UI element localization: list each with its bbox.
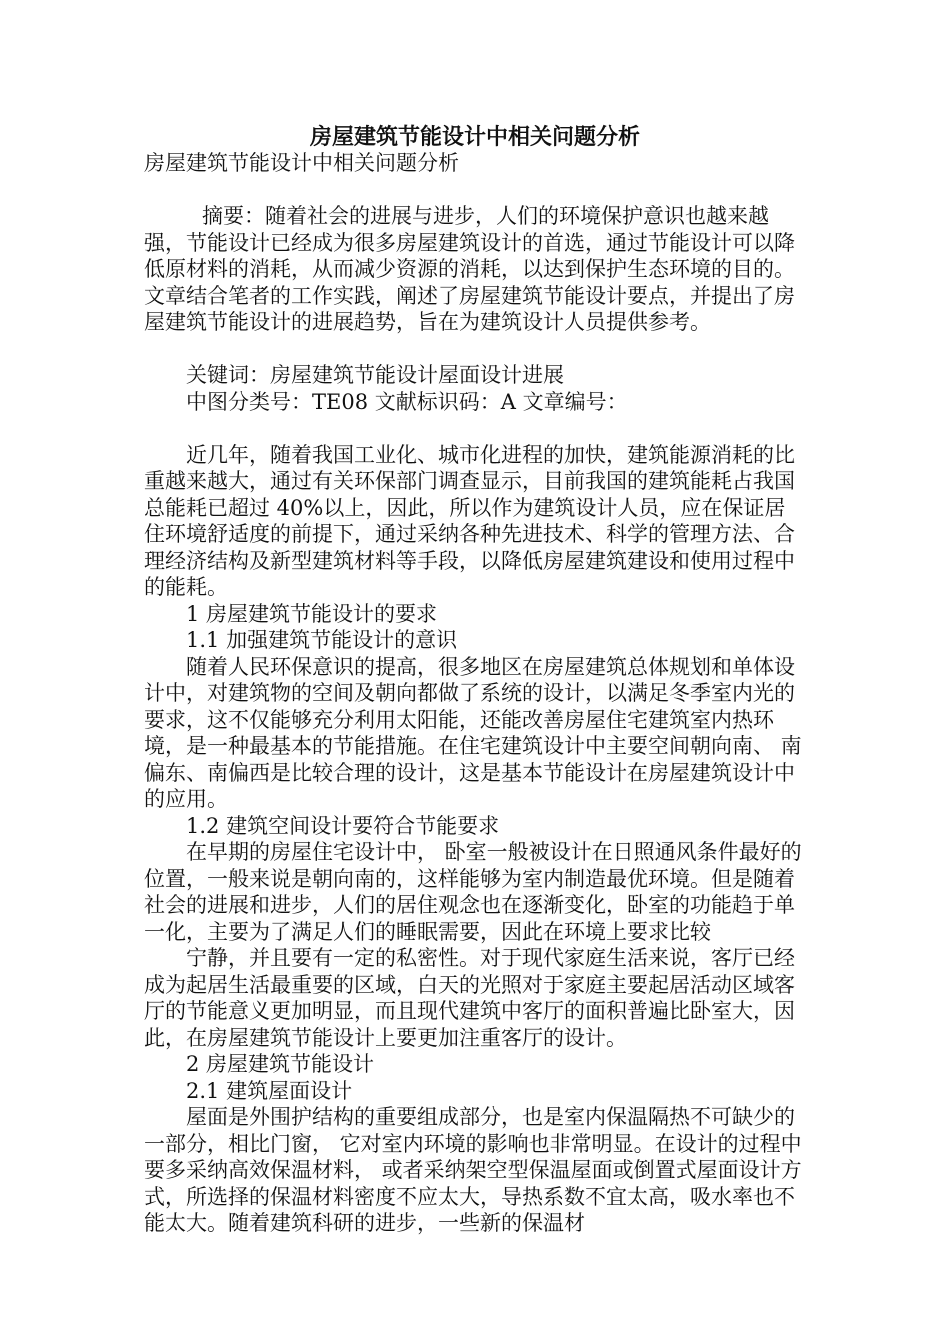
section-heading-2-1: 2.1 建筑屋面设计 xyxy=(186,1078,353,1103)
body-paragraph: 屋面是外围护结构的重要组成部分，也是室内保温隔热不可缺少的一部分，相比门窗， 它对室内环境的影响也非常明显。在设计的过程中要多采纳高效保温材料， 或者采纳架空型保温屋面或倒置式屋面设计方式，所选择的保温材料密度不应太大，导热系数不宜太高，吸水率也不能太大。随着建筑科研的进步，一些新的保温材 xyxy=(144,1105,802,1235)
section-heading-1-2: 1.2 建筑空间设计要符合节能要求 xyxy=(186,813,500,838)
classification-line: 中图分类号：TE08 文献标识码：A 文章编号： xyxy=(186,389,628,414)
blank-line xyxy=(144,415,806,442)
body-paragraph: 在早期的房屋住宅设计中， 卧室一般被设计在日照通风条件最好的位置，一般来说是朝向南的，这样能够为室内制造最优环境。但是随着社会的进展和进步，人们的居住观念也在逐渐变化，卧室的功能趋于单一化，主要为了满足人们的睡眠需要，因此在环境上要求比较 xyxy=(144,840,802,944)
document-body xyxy=(144,150,806,1237)
section-heading-1: 1 房屋建筑节能设计的要求 xyxy=(186,601,438,626)
body-paragraph: 随着人民环保意识的提高，很多地区在房屋建筑总体规划和单体设计中，对建筑物的空间及朝向都做了系统的设计，以满足冬季室内光的要求，这不仅能够充分利用太阳能，还能改善房屋住宅建筑室内热环境，是一种最基本的节能措施。在住宅建筑设计中主要空间朝向南、 南偏东、南偏西是比较合理的设计，这是基本节能设计在房屋建筑设计中的应用。 xyxy=(144,654,802,811)
blank-line xyxy=(144,336,806,363)
keywords-line: 关键词：房屋建筑节能设计屋面设计进展 xyxy=(186,363,564,387)
section-heading-1-1: 1.1 加强建筑节能设计的意识 xyxy=(186,628,458,652)
body-paragraph: 宁静，并且要有一定的私密性。对于现代家庭生活来说，客厅已经成为起居生活最重要的区域，白天的光照对于家庭主要起居活动区域客厅的节能意义更加明显，而且现代建筑中客厅的面积普遍比卧室大，因此，在房屋建筑节能设计上要更加注重客厅的设计。 xyxy=(144,946,795,1050)
document-title: 房屋建筑节能设计中相关问题分析 xyxy=(309,124,640,150)
intro-paragraph: 近几年，随着我国工业化、城市化进程的加快，建筑能源消耗的比重越来越大，通过有关环保部门调查显示，目前我国的建筑能耗占我国总能耗已超过 40%以上，因此，所以作为建筑设计人员，应在保证居住环境舒适度的前提下，通过采纳各种先进技术、科学的管理方法、合理经济结构及新型建筑材料等手段，以降低房屋建筑建设和使用过程中的能耗。 xyxy=(144,442,795,599)
abstract-paragraph: 摘要：随着社会的进展与进步，人们的环境保护意识也越来越强，节能设计已经成为很多房屋建筑设计的首选，通过节能设计可以降低原材料的消耗，从而减少资源的消耗，以达到保护生态环境的目的。文章结合笔者的工作实践，阐述了房屋建筑节能设计要点，并提出了房屋建筑节能设计的进展趋势，旨在为建筑设计人员提供参考。 xyxy=(144,204,795,334)
document-subtitle: 房屋建筑节能设计中相关问题分析 xyxy=(144,151,459,175)
section-heading-2: 2 房屋建筑节能设计 xyxy=(186,1052,375,1076)
blank-line xyxy=(144,177,806,204)
